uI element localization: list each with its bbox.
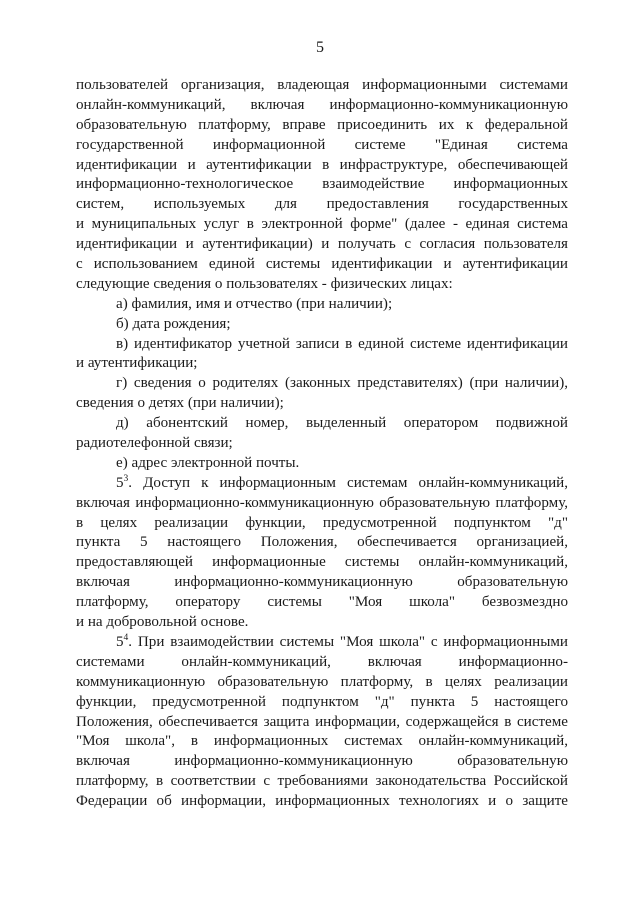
paragraph-line: включая информационно-коммуникационную образовательную платформу,: [76, 494, 568, 511]
paragraph-line: идентификации и аутентификации в инфраструктуре, обеспечивающей: [76, 156, 568, 173]
clause-text: . Доступ к информационным системам онлайн-коммуникаций,: [128, 474, 568, 491]
paragraph-line: следующие сведения о пользователях - физических лицах:: [76, 275, 453, 292]
paragraph-5-4-heading: [76, 633, 568, 653]
paragraph-line: предоставляющей информационные системы онлайн-коммуникаций,: [76, 554, 568, 571]
list-item-a: а) фамилия, имя и отчество (при наличии);: [116, 295, 393, 312]
document-body: [76, 76, 568, 812]
list-item-v-cont: и аутентификации;: [76, 355, 198, 372]
paragraph-line: онлайн-коммуникаций, включая информационно-коммуникационную: [76, 96, 568, 113]
clause-text: . При взаимодействии системы "Моя школа" с информационными: [128, 633, 568, 650]
paragraph-line: включая информационно-коммуникационную образовательную: [76, 753, 568, 770]
paragraph-5-3-heading: [76, 474, 568, 494]
clause-number: 5: [116, 633, 124, 650]
paragraph-line: функции, предусмотренной подпунктом "д" пункта 5 настоящего: [76, 693, 568, 710]
clause-superscript: 3: [123, 473, 129, 484]
paragraph-line: образовательную платформу, вправе присоединить их к федеральной: [76, 116, 568, 133]
clause-superscript: 4: [123, 632, 129, 643]
list-item-g-cont: сведения о детях (при наличии);: [76, 395, 284, 412]
paragraph-line: системами онлайн-коммуникаций, включая информационно-: [76, 653, 568, 670]
paragraph-line: и муниципальных услуг в электронной форме" (далее - единая система: [76, 216, 568, 233]
paragraph-line: пункта 5 настоящего Положения, обеспечивается организацией,: [76, 534, 568, 551]
list-item-v: в) идентификатор учетной записи в единой системе идентификации: [116, 335, 568, 352]
paragraph-line: платформу, оператору системы "Моя школа" безвозмездно: [76, 594, 568, 611]
list-item-d-cont: радиотелефонной связи;: [76, 435, 233, 452]
paragraph-line: коммуникационную образовательную платформу, в целях реализации: [76, 673, 568, 690]
paragraph-line: Федерации об информации, информационных технологиях и о защите: [76, 793, 568, 810]
paragraph-line: государственной информационной системе "Единая система: [76, 136, 568, 153]
list-item-g: г) сведения о родителях (законных представителях) (при наличии),: [116, 375, 568, 392]
paragraph-line: включая информационно-коммуникационную образовательную: [76, 574, 568, 591]
paragraph-line: и на добровольной основе.: [76, 614, 249, 631]
paragraph-line: Положения, обеспечивается защита информации, содержащейся в системе: [76, 713, 568, 730]
paragraph-line: с использованием единой системы идентификации и аутентификации: [76, 256, 568, 273]
paragraph-line: пользователей организация, владеющая информационными системами: [76, 77, 568, 93]
list-item-e: е) адрес электронной почты.: [116, 454, 300, 471]
page-number: 5: [316, 39, 324, 56]
paragraph-line: идентификации и аутентификации) и получать с согласия пользователя: [76, 236, 568, 253]
clause-number: 5: [116, 474, 124, 491]
paragraph-line: платформу, в соответствии с требованиями законодательства Российской: [76, 773, 568, 790]
paragraph-line: информационно-технологическое взаимодействие информационных: [76, 176, 568, 193]
list-item-b: б) дата рождения;: [116, 315, 231, 332]
list-item-d: д) абонентский номер, выделенный оператором подвижной: [116, 415, 568, 432]
paragraph-line: систем, используемых для предоставления государственных: [76, 196, 568, 213]
paragraph-line: в целях реализации функции, предусмотренной подпунктом "д": [76, 514, 568, 531]
paragraph-line: "Моя школа", в информационных системах онлайн-коммуникаций,: [76, 733, 568, 750]
